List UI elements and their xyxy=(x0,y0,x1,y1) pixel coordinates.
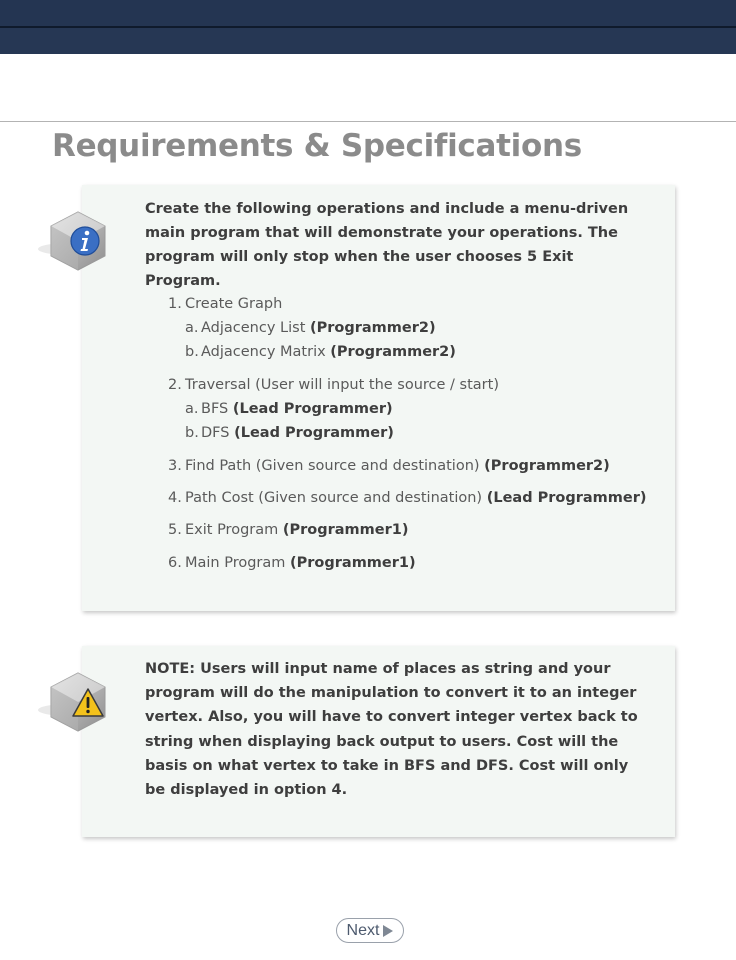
requirement-number: 4. xyxy=(168,490,182,506)
subitem xyxy=(168,340,647,364)
requirement-sublist xyxy=(168,316,647,364)
requirement-number: 6. xyxy=(168,555,182,571)
page-title: Requirements & Specifications xyxy=(52,128,582,164)
requirement-item xyxy=(168,454,647,478)
requirement-item xyxy=(168,373,647,445)
subitem-text: BFS xyxy=(201,401,229,417)
requirement-item xyxy=(168,551,647,575)
subitem-role: (Programmer2) xyxy=(309,320,436,336)
requirement-text: Create Graph xyxy=(185,296,283,312)
subitem-letter: b. xyxy=(185,425,199,441)
requirement-text: Path Cost (Given source and destination) xyxy=(185,490,483,506)
play-arrow-icon xyxy=(383,925,393,937)
requirements-intro: Create the following operations and include a menu-driven main program that will demonstrate your operations. The program will only stop when the user chooses 5 Exit Program. xyxy=(145,201,629,289)
subitem-text: DFS xyxy=(201,425,230,441)
requirement-sublist xyxy=(168,397,647,445)
requirement-number: 2. xyxy=(168,377,182,393)
requirement-role: (Programmer2) xyxy=(484,458,610,474)
requirement-role: (Programmer1) xyxy=(290,555,416,571)
warning-icon xyxy=(38,670,108,734)
requirement-text: Exit Program xyxy=(185,522,279,538)
requirement-item xyxy=(168,292,647,364)
subitem xyxy=(168,397,647,421)
subitem-role: (Lead Programmer) xyxy=(234,425,394,441)
requirement-number: 3. xyxy=(168,458,182,474)
info-icon xyxy=(38,209,108,273)
requirements-list xyxy=(168,292,647,575)
header-bar xyxy=(0,0,736,26)
subitem-text: Adjacency List xyxy=(201,320,306,336)
subitem-letter: b. xyxy=(185,344,199,360)
requirement-text: Find Path (Given source and destination) xyxy=(185,458,480,474)
requirement-text: Traversal (User will input the source / start) xyxy=(185,377,499,393)
subitem-role: (Programmer2) xyxy=(330,344,456,360)
requirement-item xyxy=(168,518,647,542)
requirement-number: 5. xyxy=(168,522,182,538)
requirement-role: (Lead Programmer) xyxy=(486,490,647,506)
subitem-letter: a. xyxy=(185,401,199,417)
subitem xyxy=(168,316,647,340)
requirement-number: 1. xyxy=(168,296,182,312)
subitem-role: (Lead Programmer) xyxy=(232,401,393,417)
requirement-role: (Programmer1) xyxy=(282,522,409,538)
requirement-item xyxy=(168,486,647,510)
note-text: NOTE: Users will input name of places as string and your program will do the manipulation to convert it to an integer vertex. Also, you will have to convert integer vertex back to string when displaying back output to users. Cost will the basis on what vertex to take in BFS and DFS. Cost will only be displayed in option 4. xyxy=(145,661,638,799)
section-divider xyxy=(0,121,736,122)
next-button-label: Next xyxy=(346,921,380,939)
requirement-text: Main Program xyxy=(185,555,286,571)
subitem-letter: a. xyxy=(185,320,199,336)
next-button[interactable] xyxy=(336,918,404,943)
subheader-bar xyxy=(0,28,736,54)
subitem-text: Adjacency Matrix xyxy=(201,344,326,360)
subitem xyxy=(168,421,647,445)
